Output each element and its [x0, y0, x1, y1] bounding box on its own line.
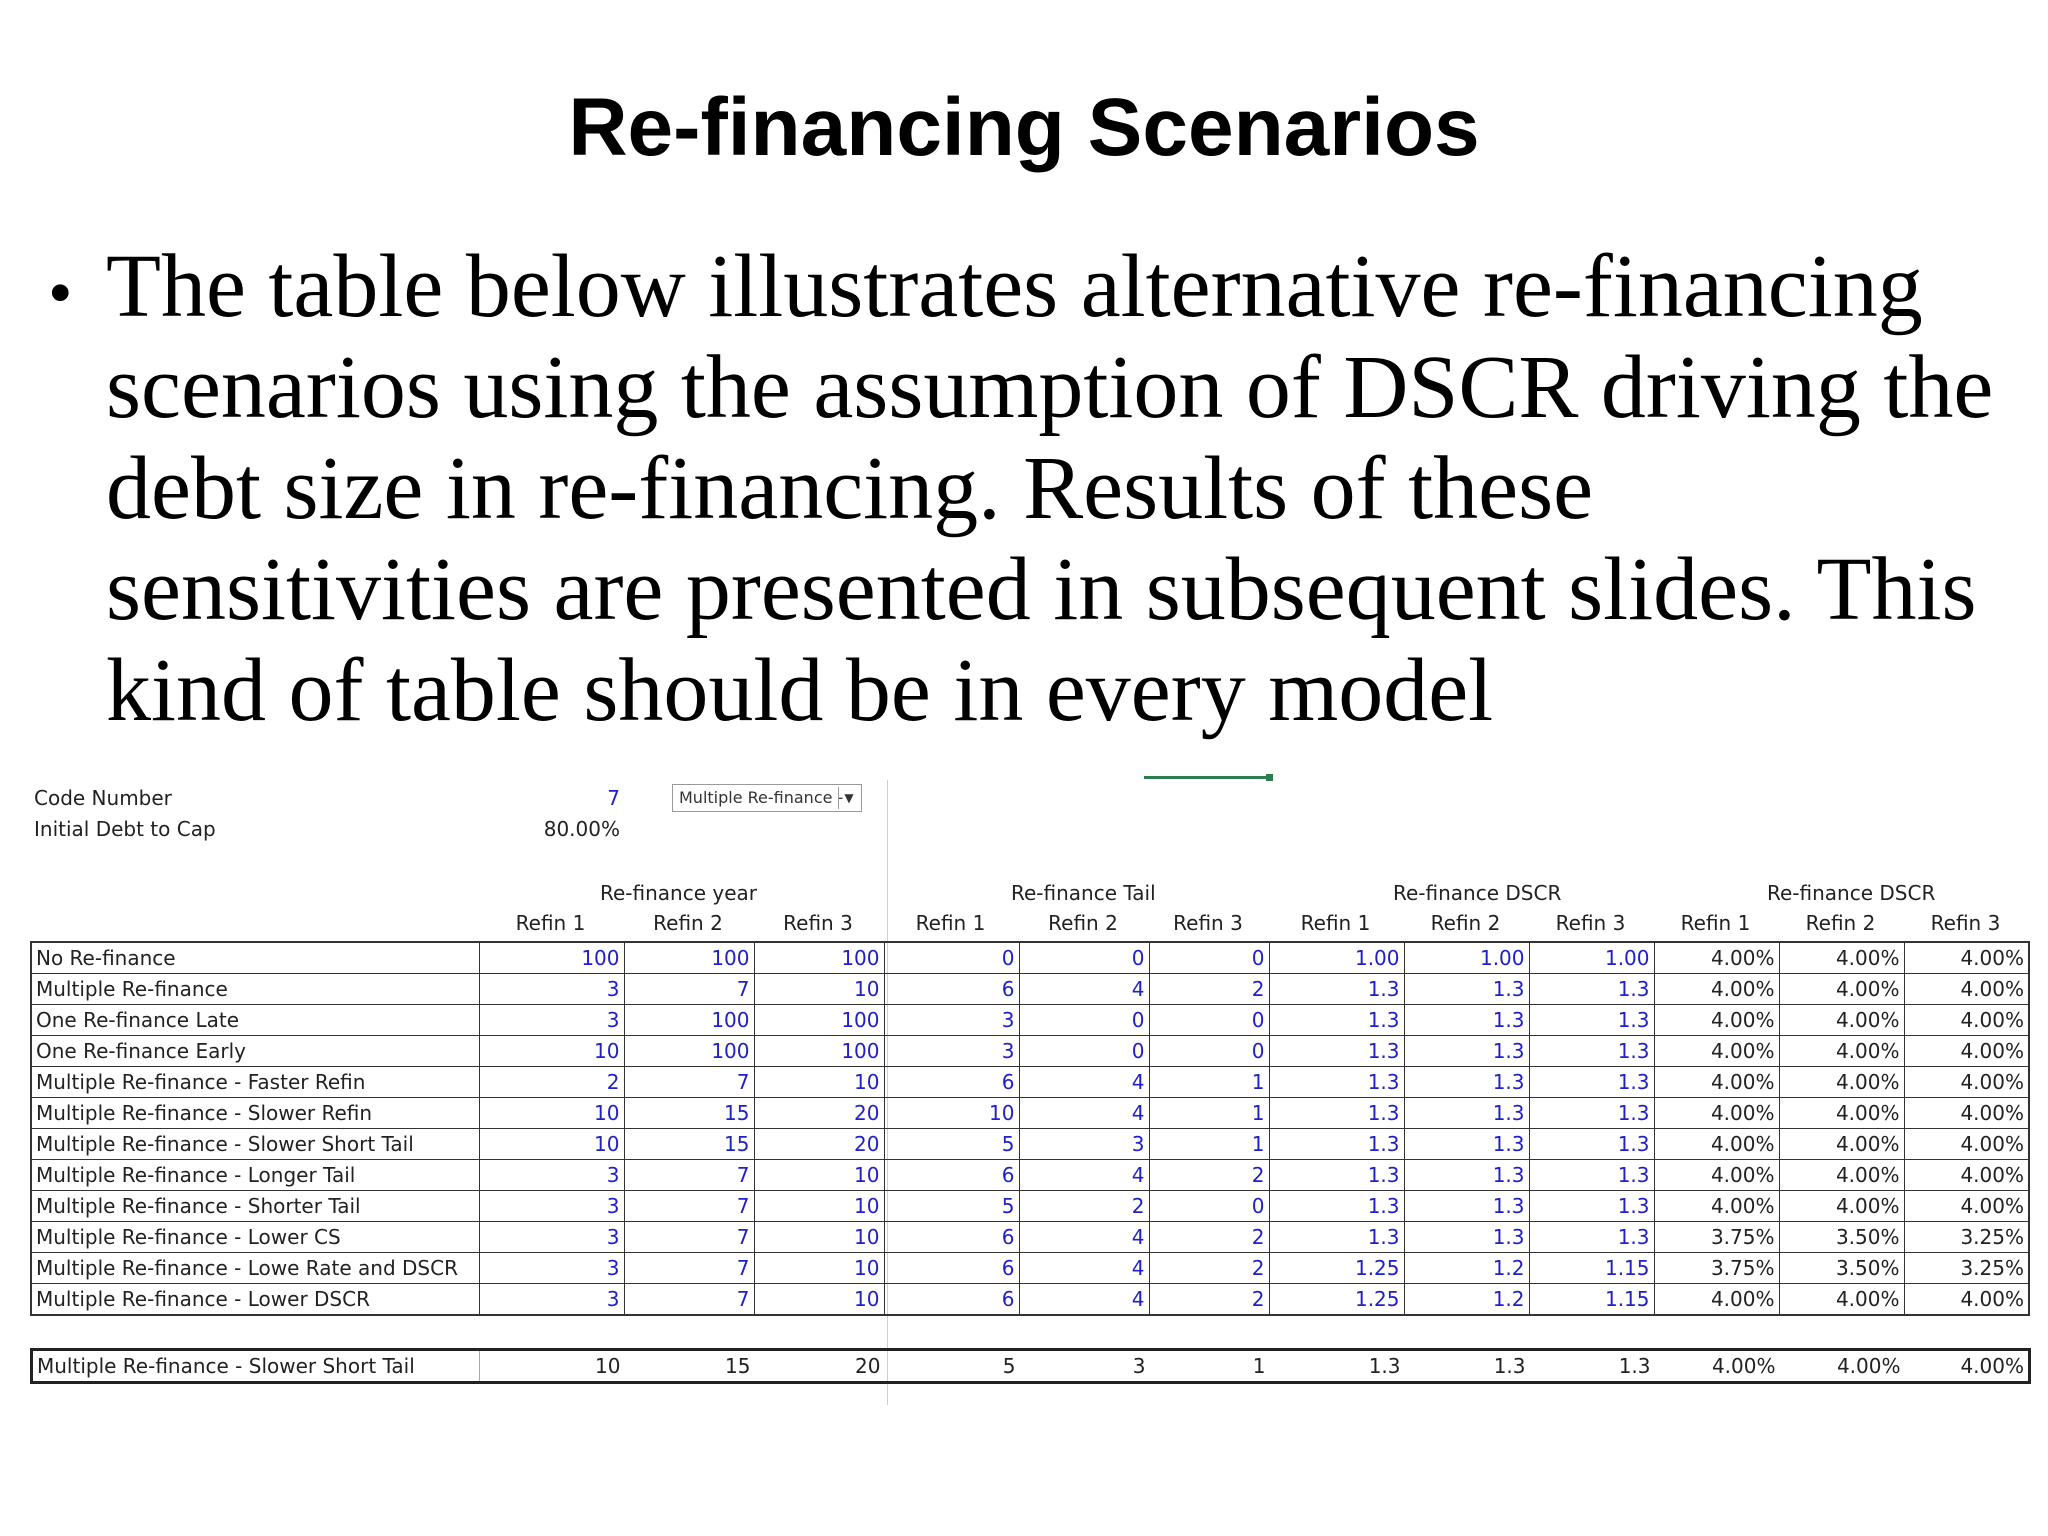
table-row — [32, 1350, 2030, 1383]
table-cell[interactable]: 1.3 — [1529, 1005, 1654, 1036]
table-cell[interactable]: 4.00% — [1779, 1129, 1904, 1160]
table-cell[interactable]: 4.00% — [1904, 1098, 2029, 1129]
table-cell[interactable]: 0 — [884, 942, 1019, 974]
table-cell[interactable]: 1.2 — [1404, 1253, 1529, 1284]
table-cell: 15 — [725, 1354, 751, 1378]
table-cell[interactable]: 10 — [754, 1067, 884, 1098]
bullet-marker: • — [48, 255, 73, 332]
table-cell[interactable]: 15 — [624, 1129, 754, 1160]
selection-border-fragment — [1144, 776, 1270, 779]
table-cell[interactable]: 0 — [1149, 1191, 1269, 1222]
table-cell[interactable]: 4 — [1019, 1160, 1149, 1191]
table-cell[interactable]: 1.3 — [1529, 1129, 1654, 1160]
spreadsheet-embed — [0, 770, 2048, 1410]
selected-row-label: Multiple Re-finance - Slower Short Tail — [32, 1350, 480, 1383]
group-header-refinance-rate: Re-finance DSCR — [1767, 881, 1936, 905]
table-cell[interactable]: 10 — [479, 1098, 624, 1129]
table-cell[interactable]: 7 — [624, 974, 754, 1005]
table-cell[interactable]: 4.00% — [1654, 1284, 1779, 1316]
table-cell[interactable]: 4.00% — [1904, 1005, 2029, 1036]
table-cell[interactable]: 4.00% — [1654, 1191, 1779, 1222]
table-cell[interactable]: 1.3 — [1269, 1160, 1404, 1191]
table-row — [31, 942, 2029, 974]
table-cell[interactable]: 4 — [1019, 1067, 1149, 1098]
table-cell[interactable]: 1.3 — [1404, 1098, 1529, 1129]
table-cell: 1 — [1252, 1354, 1266, 1378]
table-cell[interactable]: 4.00% — [1904, 1129, 2029, 1160]
table-cell[interactable]: 15 — [624, 1098, 754, 1129]
row-label[interactable]: Multiple Re-finance - Lowe Rate and DSCR — [31, 1253, 479, 1284]
row-label[interactable]: One Re-finance Early — [31, 1036, 479, 1067]
table-cell[interactable]: 4 — [1019, 1098, 1149, 1129]
table-cell[interactable]: 1.00 — [1404, 942, 1529, 974]
table-row — [31, 1284, 2029, 1316]
table-cell[interactable]: 1.3 — [1404, 1191, 1529, 1222]
table-cell[interactable]: 10 — [754, 1253, 884, 1284]
table-cell[interactable]: 4.00% — [1779, 942, 1904, 974]
table-row — [31, 1036, 2029, 1067]
table-cell[interactable]: 3 — [479, 1160, 624, 1191]
table-cell[interactable]: 4.00% — [1779, 1191, 1904, 1222]
table-cell[interactable]: 1.3 — [1529, 1098, 1654, 1129]
table-cell[interactable]: 1.3 — [1269, 1067, 1404, 1098]
table-cell[interactable]: 4.00% — [1904, 1191, 2029, 1222]
table-cell[interactable]: 3 — [1019, 1129, 1149, 1160]
fill-handle[interactable] — [1266, 774, 1273, 781]
table-row — [31, 1129, 2029, 1160]
column-header: Refin 1 — [515, 911, 586, 935]
table-cell[interactable]: 3 — [479, 1284, 624, 1316]
table-cell[interactable]: 0 — [1019, 1036, 1149, 1067]
table-cell[interactable]: 20 — [754, 1129, 884, 1160]
table-cell[interactable]: 10 — [479, 1036, 624, 1067]
table-cell[interactable]: 4.00% — [1779, 974, 1904, 1005]
table-cell[interactable]: 6 — [884, 1222, 1019, 1253]
group-header-refinance-year: Re-finance year — [600, 881, 758, 905]
table-cell[interactable]: 1.2 — [1404, 1284, 1529, 1316]
table-cell[interactable]: 7 — [624, 1160, 754, 1191]
table-cell[interactable]: 20 — [754, 1098, 884, 1129]
table-cell[interactable]: 0 — [1149, 1036, 1269, 1067]
row-label[interactable]: Multiple Re-finance - Slower Short Tail — [31, 1129, 479, 1160]
table-cell[interactable]: 1.00 — [1529, 942, 1654, 974]
column-header: Refin 1 — [915, 911, 986, 935]
table-cell[interactable]: 1.3 — [1404, 1129, 1529, 1160]
table-cell[interactable]: 1 — [1149, 1067, 1269, 1098]
table-cell: 20 — [855, 1354, 881, 1378]
table-cell[interactable]: 1.3 — [1269, 1098, 1404, 1129]
column-header: Refin 3 — [1930, 911, 2001, 935]
table-cell[interactable]: 3 — [479, 1191, 624, 1222]
table-cell[interactable]: 5 — [884, 1191, 1019, 1222]
table-row — [31, 1160, 2029, 1191]
table-cell[interactable]: 1.3 — [1529, 1067, 1654, 1098]
table-cell[interactable]: 4.00% — [1779, 1067, 1904, 1098]
table-cell[interactable]: 6 — [884, 974, 1019, 1005]
table-cell[interactable]: 1.3 — [1404, 1036, 1529, 1067]
table-cell[interactable]: 1.3 — [1529, 1191, 1654, 1222]
table-row — [31, 1005, 2029, 1036]
table-cell[interactable]: 4.00% — [1779, 1005, 1904, 1036]
table-cell[interactable]: 3 — [479, 1005, 624, 1036]
table-cell[interactable]: 4.00% — [1654, 1005, 1779, 1036]
bullet-text: The table below illustrates alternative re-financing scenarios using the assumption of DSCR driving the debt size in re-financing. Results of these sensitivities are presented in subsequent slides. This kind of table should be in every model — [106, 237, 1994, 740]
table-cell: 4.00% — [1711, 1354, 1776, 1378]
table-cell[interactable]: 7 — [624, 1191, 754, 1222]
table-cell[interactable]: 10 — [884, 1098, 1019, 1129]
table-cell[interactable]: 2 — [479, 1067, 624, 1098]
table-cell[interactable]: 1.3 — [1529, 974, 1654, 1005]
table-row — [31, 1253, 2029, 1284]
table-cell[interactable]: 3.75% — [1654, 1253, 1779, 1284]
table-cell[interactable]: 1.3 — [1404, 1067, 1529, 1098]
table-cell: 4.00% — [1836, 1354, 1901, 1378]
table-cell[interactable]: 4.00% — [1779, 1098, 1904, 1129]
table-cell[interactable]: 7 — [624, 1284, 754, 1316]
chevron-down-icon[interactable]: ▼ — [838, 787, 859, 809]
table-cell[interactable]: 3 — [479, 1253, 624, 1284]
row-label[interactable]: No Re-finance — [31, 942, 479, 974]
table-cell[interactable]: 4.00% — [1904, 1160, 2029, 1191]
table-cell[interactable]: 1.3 — [1269, 1036, 1404, 1067]
table-cell: 4.00% — [1960, 1354, 2024, 1378]
table-cell[interactable]: 1.3 — [1269, 1222, 1404, 1253]
table-cell[interactable]: 0 — [1149, 1005, 1269, 1036]
column-header: Refin 3 — [783, 911, 853, 935]
table-cell[interactable]: 3.25% — [1904, 1222, 2029, 1253]
group-header-refinance-dscr: Re-finance DSCR — [1393, 881, 1562, 905]
table-cell[interactable]: 4.00% — [1779, 1284, 1904, 1316]
table-cell[interactable]: 4.00% — [1904, 1067, 2029, 1098]
table-cell[interactable]: 3.75% — [1654, 1222, 1779, 1253]
table-cell[interactable]: 4.00% — [1654, 974, 1779, 1005]
table-cell[interactable]: 1.3 — [1529, 1160, 1654, 1191]
scenario-dropdown[interactable] — [672, 784, 862, 812]
table-cell[interactable]: 2 — [1149, 1160, 1269, 1191]
table-cell[interactable]: 100 — [754, 942, 884, 974]
scenario-table — [30, 941, 2030, 1316]
table-cell[interactable]: 7 — [624, 1222, 754, 1253]
table-cell[interactable]: 1.3 — [1404, 1160, 1529, 1191]
table-cell[interactable]: 3 — [884, 1036, 1019, 1067]
slide-title: Re-financing Scenarios — [568, 82, 1480, 173]
table-cell[interactable]: 10 — [754, 974, 884, 1005]
row-label[interactable]: Multiple Re-finance - Lower CS — [31, 1222, 479, 1253]
table-cell: 1.3 — [1493, 1354, 1526, 1378]
table-cell[interactable]: 10 — [754, 1191, 884, 1222]
table-cell[interactable]: 100 — [479, 942, 624, 974]
table-cell[interactable]: 4.00% — [1654, 1036, 1779, 1067]
table-cell: 1.3 — [1368, 1354, 1401, 1378]
table-cell[interactable]: 10 — [754, 1222, 884, 1253]
table-cell[interactable]: 100 — [754, 1036, 884, 1067]
row-label[interactable]: Multiple Re-finance — [31, 974, 479, 1005]
column-header: Refin 3 — [1173, 911, 1243, 935]
table-cell[interactable]: 1.25 — [1269, 1253, 1404, 1284]
initial-debt-label: Initial Debt to Cap — [34, 817, 216, 841]
table-cell: 1.3 — [1618, 1354, 1651, 1378]
table-cell[interactable]: 1.3 — [1269, 974, 1404, 1005]
table-cell[interactable]: 0 — [1019, 1005, 1149, 1036]
table-cell[interactable]: 3 — [479, 1222, 624, 1253]
table-cell[interactable]: 4.00% — [1904, 942, 2029, 974]
initial-debt-value[interactable]: 80.00% — [543, 817, 620, 841]
table-cell[interactable]: 10 — [754, 1284, 884, 1316]
row-label[interactable]: Multiple Re-finance - Slower Refin — [31, 1098, 479, 1129]
row-label[interactable]: One Re-finance Late — [31, 1005, 479, 1036]
table-cell[interactable]: 100 — [624, 1005, 754, 1036]
column-header: Refin 2 — [1430, 911, 1501, 935]
table-cell[interactable]: 4.00% — [1654, 1067, 1779, 1098]
table-row — [31, 974, 2029, 1005]
table-cell[interactable]: 1.00 — [1269, 942, 1404, 974]
table-cell: 5 — [1002, 1354, 1016, 1378]
table-row — [31, 1067, 2029, 1098]
table-cell[interactable]: 4.00% — [1904, 974, 2029, 1005]
table-cell[interactable]: 2 — [1149, 1253, 1269, 1284]
table-cell[interactable]: 2 — [1149, 1222, 1269, 1253]
table-row — [31, 1098, 2029, 1129]
table-cell[interactable]: 3 — [479, 974, 624, 1005]
table-cell[interactable]: 4.00% — [1904, 1036, 2029, 1067]
table-cell[interactable]: 4 — [1019, 1284, 1149, 1316]
table-cell[interactable]: 1.15 — [1529, 1284, 1654, 1316]
table-cell[interactable]: 1 — [1149, 1098, 1269, 1129]
table-cell[interactable]: 2 — [1149, 974, 1269, 1005]
table-cell[interactable]: 3.50% — [1779, 1253, 1904, 1284]
table-cell[interactable]: 2 — [1149, 1284, 1269, 1316]
row-label[interactable]: Multiple Re-finance - Longer Tail — [31, 1160, 479, 1191]
table-cell[interactable]: 1.3 — [1529, 1222, 1654, 1253]
table-cell[interactable]: 1.3 — [1404, 1005, 1529, 1036]
table-cell[interactable]: 1.3 — [1404, 974, 1529, 1005]
table-cell[interactable]: 4.00% — [1654, 942, 1779, 974]
column-header: Refin 3 — [1555, 911, 1626, 935]
table-cell[interactable]: 2 — [1019, 1191, 1149, 1222]
table-cell[interactable]: 4 — [1019, 1253, 1149, 1284]
table-cell[interactable]: 3.25% — [1904, 1253, 2029, 1284]
table-cell[interactable]: 10 — [479, 1129, 624, 1160]
group-header-refinance-tail: Re-finance Tail — [1011, 881, 1156, 905]
table-cell[interactable]: 4.00% — [1779, 1160, 1904, 1191]
table-cell[interactable]: 3 — [884, 1005, 1019, 1036]
table-cell[interactable]: 1.3 — [1529, 1036, 1654, 1067]
column-header: Refin 2 — [1805, 911, 1876, 935]
table-cell[interactable]: 4.00% — [1904, 1284, 2029, 1316]
row-label[interactable]: Multiple Re-finance - Shorter Tail — [31, 1191, 479, 1222]
column-header: Refin 1 — [1680, 911, 1751, 935]
table-cell[interactable]: 4.00% — [1779, 1036, 1904, 1067]
row-label[interactable]: Multiple Re-finance - Lower DSCR — [31, 1284, 479, 1316]
table-cell[interactable]: 100 — [624, 1036, 754, 1067]
table-cell: 10 — [595, 1354, 621, 1378]
code-number-label: Code Number — [34, 786, 172, 810]
table-cell[interactable]: 1.3 — [1404, 1222, 1529, 1253]
table-cell[interactable]: 4.00% — [1654, 1129, 1779, 1160]
code-number-value[interactable]: 7 — [607, 786, 620, 810]
table-cell[interactable]: 1.3 — [1269, 1191, 1404, 1222]
table-cell[interactable]: 4 — [1019, 974, 1149, 1005]
table-cell[interactable]: 4.00% — [1654, 1098, 1779, 1129]
table-cell[interactable]: 6 — [884, 1160, 1019, 1191]
table-cell[interactable]: 7 — [624, 1253, 754, 1284]
table-cell[interactable]: 100 — [754, 1005, 884, 1036]
table-cell[interactable]: 3.50% — [1779, 1222, 1904, 1253]
table-cell[interactable]: 1.3 — [1269, 1129, 1404, 1160]
table-cell[interactable]: 4 — [1019, 1222, 1149, 1253]
table-cell: 3 — [1132, 1354, 1146, 1378]
table-cell[interactable]: 4.00% — [1654, 1160, 1779, 1191]
table-cell[interactable]: 1.3 — [1269, 1005, 1404, 1036]
row-label[interactable]: Multiple Re-finance - Faster Refin — [31, 1067, 479, 1098]
table-cell[interactable]: 0 — [1019, 942, 1149, 974]
table-cell[interactable]: 5 — [884, 1129, 1019, 1160]
table-cell[interactable]: 6 — [884, 1284, 1019, 1316]
table-cell[interactable]: 6 — [884, 1067, 1019, 1098]
table-row — [31, 1191, 2029, 1222]
table-cell[interactable]: 10 — [754, 1160, 884, 1191]
selected-scenario-row — [30, 1348, 2031, 1384]
column-header: Refin 1 — [1300, 911, 1371, 935]
table-row — [31, 1222, 2029, 1253]
table-cell[interactable]: 1.15 — [1529, 1253, 1654, 1284]
table-cell[interactable]: 1 — [1149, 1129, 1269, 1160]
scenario-dropdown-value: Multiple Re-finance - — [679, 788, 844, 807]
column-header: Refin 2 — [1048, 911, 1118, 935]
table-cell[interactable]: 6 — [884, 1253, 1019, 1284]
column-header: Refin 2 — [653, 911, 723, 935]
table-cell[interactable]: 0 — [1149, 942, 1269, 974]
table-cell[interactable]: 7 — [624, 1067, 754, 1098]
table-cell[interactable]: 100 — [624, 942, 754, 974]
table-cell[interactable]: 1.25 — [1269, 1284, 1404, 1316]
